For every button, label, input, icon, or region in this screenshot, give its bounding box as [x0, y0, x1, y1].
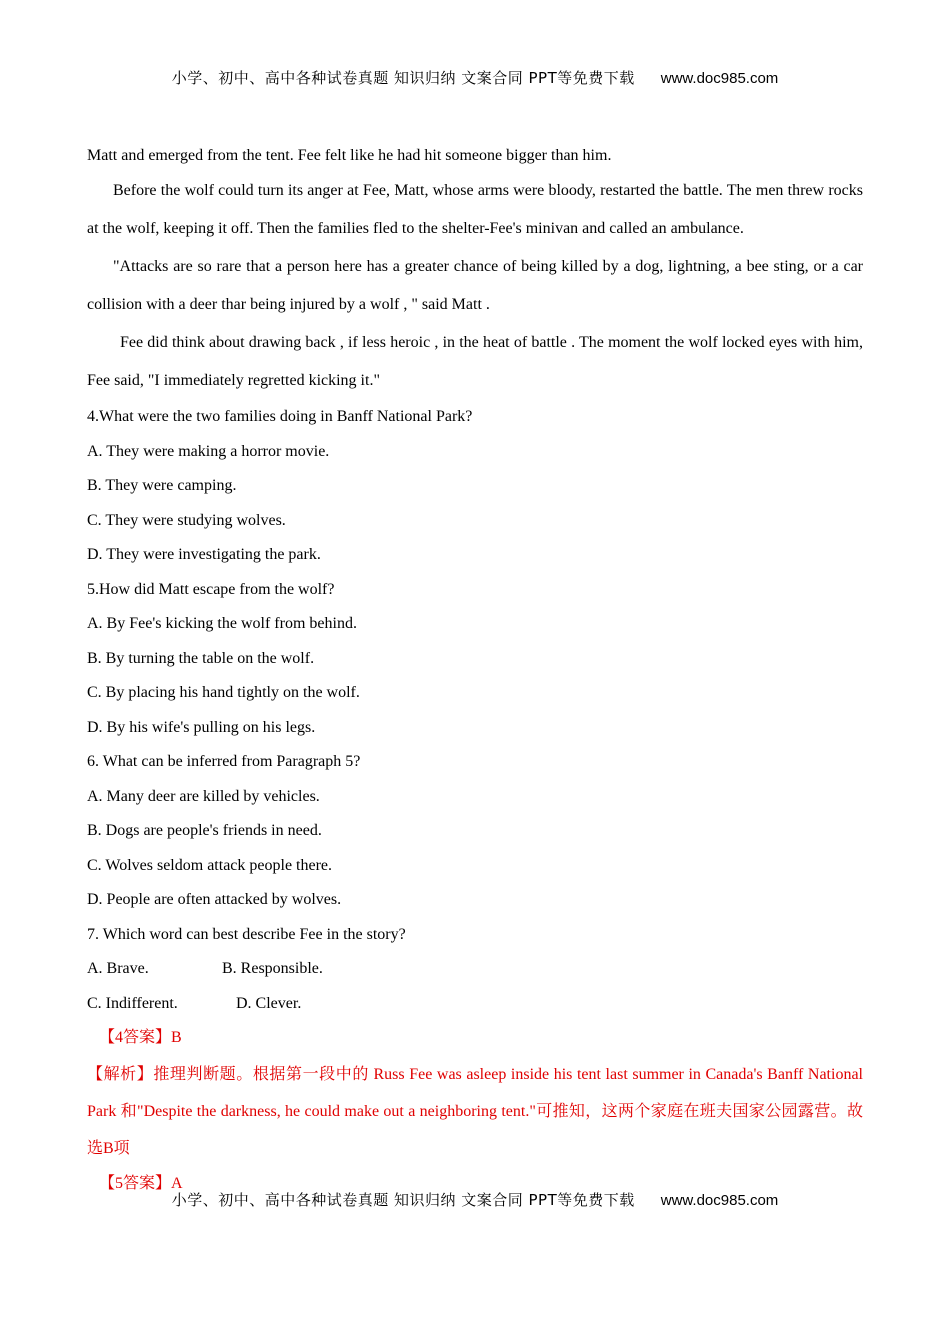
question-stem: 7. Which word can best describe Fee in the story? — [87, 925, 406, 943]
question-option: A. By Fee's kicking the wolf from behind. — [87, 615, 357, 632]
question-4 — [87, 400, 863, 573]
document-body — [87, 140, 863, 1201]
passage-paragraph-1: Before the wolf could turn its anger at Fee, Matt, whose arms were bloody, restarted the battle. The men threw rocks at the wolf, keeping it off. Then the families fled to the shelter-Fee's minivan and called an ambulance. — [87, 182, 863, 237]
footer-text: 小学、初中、高中各种试卷真题 知识归纳 文案合同 PPT等免费下载 — [171, 1191, 635, 1209]
question-option-row — [87, 987, 863, 1022]
question-option: B. They were camping. — [87, 477, 237, 494]
question-5 — [87, 573, 863, 746]
footer-url[interactable]: www.doc985.com — [660, 1192, 779, 1209]
answer-5: 【5答案】A — [99, 1174, 183, 1192]
page-header — [0, 67, 950, 88]
answer-4: 【4答案】B — [99, 1029, 182, 1046]
passage-paragraph-3: Fee did think about drawing back , if less heroic , in the heat of battle . The moment the wolf locked eyes with him, Fee said, "I immediately regretted kicking it." — [87, 334, 863, 389]
question-6 — [87, 745, 863, 918]
question-stem: 6. What can be inferred from Paragraph 5? — [87, 753, 361, 770]
question-option: A. Brave. — [87, 960, 149, 977]
question-option: D. They were investigating the park. — [87, 546, 321, 563]
question-option: B. By turning the table on the wolf. — [87, 649, 315, 667]
question-option: B. Dogs are people's friends in need. — [87, 822, 322, 839]
question-option: A. They were making a horror movie. — [87, 442, 330, 460]
question-option: D. By his wife's pulling on his legs. — [87, 718, 316, 736]
question-option: D. Clever. — [236, 994, 302, 1012]
header-url[interactable]: www.doc985.com — [660, 70, 779, 87]
page-footer — [0, 1189, 950, 1210]
passage-paragraph-0: Matt and emerged from the tent. Fee felt like he had hit someone bigger than him. — [87, 147, 612, 164]
question-option: A. Many deer are killed by vehicles. — [87, 787, 320, 805]
question-option: D. People are often attacked by wolves. — [87, 891, 342, 908]
question-option: C. Indifferent. — [87, 994, 178, 1012]
explanation-4: 【解析】推理判断题。根据第一段中的 Russ Fee was asleep inside his tent last summer in Canada's Banff National Park 和"Despite the darkness, he could make out a neighboring tent."可推知，这两个家庭在班夫国家公园露营。故选B项 — [87, 1065, 863, 1157]
passage-paragraph-2: "Attacks are so rare that a person here has a greater chance of being killed by a dog, lightning, a bee sting, or a car collision with a deer thar being injured by a wolf , " said Matt . — [87, 258, 863, 313]
question-7 — [87, 918, 863, 1022]
question-option: B. Responsible. — [222, 960, 323, 977]
question-option: C. They were studying wolves. — [87, 511, 286, 529]
question-option: C. Wolves seldom attack people there. — [87, 856, 333, 874]
question-option-row — [87, 952, 863, 987]
question-stem: 4.What were the two families doing in Banff National Park? — [87, 408, 473, 425]
question-stem: 5.How did Matt escape from the wolf? — [87, 580, 335, 598]
header-text: 小学、初中、高中各种试卷真题 知识归纳 文案合同 PPT等免费下载 — [171, 69, 635, 87]
question-option: C. By placing his hand tightly on the wolf. — [87, 684, 360, 701]
